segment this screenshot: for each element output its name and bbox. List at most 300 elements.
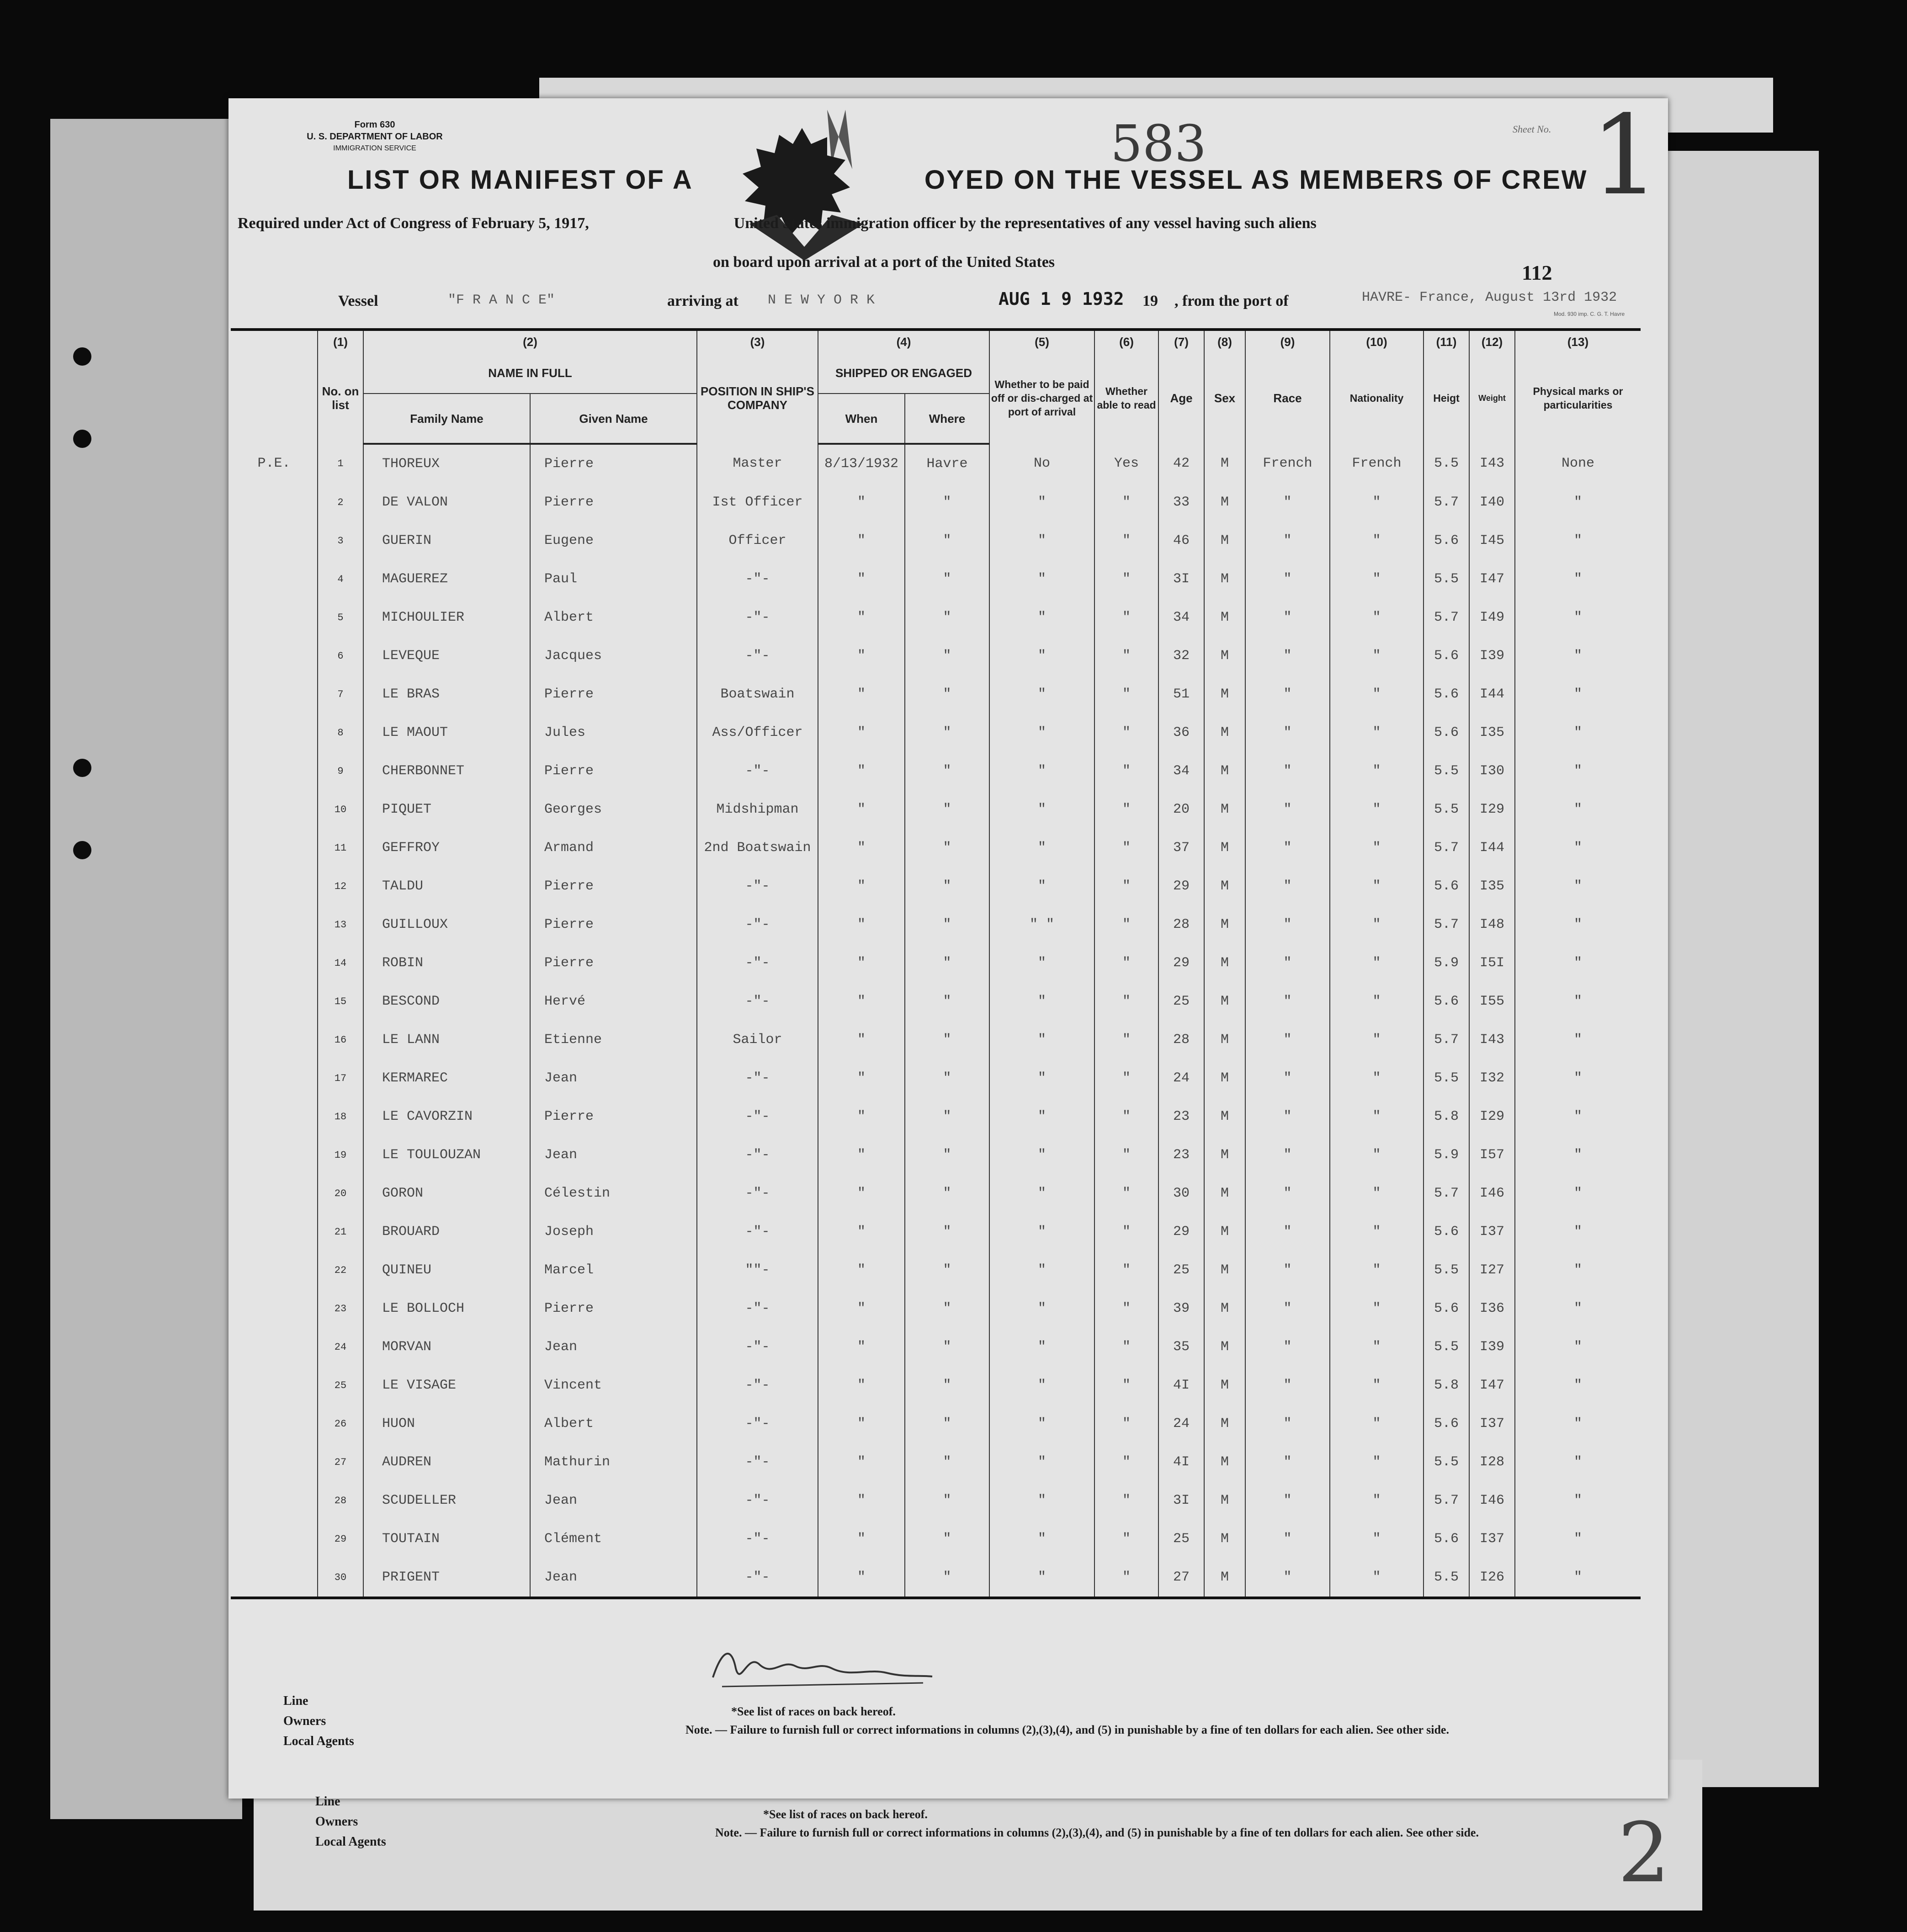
header-physical-marks: Physical marks or particularities [1515, 352, 1641, 444]
cell-when: " [818, 1366, 905, 1405]
department-name: U. S. DEPARTMENT OF LABOR [307, 132, 443, 142]
cell-given: Marcel [530, 1251, 697, 1289]
cell-position: -"- [697, 560, 818, 598]
cell-family: MAGUEREZ [363, 560, 530, 598]
binder-hole [73, 759, 91, 777]
cell-where: " [905, 1174, 989, 1213]
footer-note: Note. — Failure to furnish full or correct informations in columns (2),(3),(4), and (5) in punishable by a fine of ten dollars for each alien. See other side. [685, 1723, 1449, 1736]
cell-height: 5.7 [1424, 829, 1469, 867]
cell-marker [231, 522, 318, 560]
cell-height: 5.5 [1424, 1328, 1469, 1366]
header-when: When [818, 394, 905, 444]
cell-race: " [1245, 1251, 1330, 1289]
cell-paid: " [989, 867, 1094, 905]
cell-where: " [905, 675, 989, 713]
cell-marks: " [1515, 1136, 1641, 1174]
cell-marker [231, 1443, 318, 1481]
col-3-number: (3) [697, 330, 818, 352]
cell-when: " [818, 483, 905, 522]
cell-race: " [1245, 1366, 1330, 1405]
cell-weight: I28 [1469, 1443, 1515, 1481]
footer-line-label: Line [315, 1794, 340, 1809]
sheet-label: Sheet No. [1513, 123, 1551, 135]
cell-given: Armand [530, 829, 697, 867]
table-row [231, 1405, 1641, 1443]
cell-given: Pierre [530, 905, 697, 944]
cell-marks: " [1515, 829, 1641, 867]
cell-family: GUERIN [363, 522, 530, 560]
cell-position: Ist Officer [697, 483, 818, 522]
cell-position: -"- [697, 1405, 818, 1443]
cell-race: " [1245, 1405, 1330, 1443]
from-port: HAVRE- France, August 13rd 1932 [1362, 290, 1617, 305]
footer-agents-label: Local Agents [283, 1734, 354, 1748]
cell-sex: M [1204, 675, 1245, 713]
cell-given: Pierre [530, 752, 697, 790]
cell-height: 5.6 [1424, 1213, 1469, 1251]
cell-when: " [818, 675, 905, 713]
cell-nat: " [1330, 1366, 1424, 1405]
cell-read: " [1094, 944, 1158, 982]
cell-nat: " [1330, 1213, 1424, 1251]
cell-no: 5 [318, 598, 363, 637]
table-row [231, 752, 1641, 790]
cell-when: " [818, 790, 905, 829]
cell-marker [231, 1059, 318, 1097]
table-row [231, 1289, 1641, 1328]
cell-race: " [1245, 1289, 1330, 1328]
cell-no: 25 [318, 1366, 363, 1405]
cell-nat: " [1330, 1097, 1424, 1136]
cell-nat: " [1330, 1136, 1424, 1174]
cell-race: " [1245, 1328, 1330, 1366]
cell-when: " [818, 1289, 905, 1328]
table-row [231, 790, 1641, 829]
cell-family: DE VALON [363, 483, 530, 522]
cell-nat: " [1330, 1328, 1424, 1366]
cell-read: " [1094, 752, 1158, 790]
page-title [347, 165, 1588, 195]
col-8-number: (8) [1204, 330, 1245, 352]
cell-race: " [1245, 1174, 1330, 1213]
cell-no: 18 [318, 1097, 363, 1136]
cell-position: -"- [697, 1059, 818, 1097]
cell-age: 29 [1158, 944, 1204, 982]
cell-where: " [905, 1443, 989, 1481]
cell-height: 5.6 [1424, 1520, 1469, 1558]
cell-given: Célestin [530, 1174, 697, 1213]
cell-marker [231, 790, 318, 829]
cell-given: Albert [530, 1405, 697, 1443]
cell-given: Pierre [530, 944, 697, 982]
cell-when: " [818, 1251, 905, 1289]
cell-weight: I44 [1469, 675, 1515, 713]
cell-age: 34 [1158, 752, 1204, 790]
cell-sex: M [1204, 1059, 1245, 1097]
cell-height: 5.6 [1424, 867, 1469, 905]
cell-no: 19 [318, 1136, 363, 1174]
cell-paid: " [989, 1021, 1094, 1059]
cell-where: " [905, 1366, 989, 1405]
cell-family: AUDREN [363, 1443, 530, 1481]
table-row [231, 1097, 1641, 1136]
underlying-sheet-left [50, 119, 242, 1819]
header-given-name: Given Name [530, 394, 697, 444]
cell-weight: I44 [1469, 829, 1515, 867]
table-row [231, 1366, 1641, 1405]
cell-sex: M [1204, 829, 1245, 867]
cell-weight: I40 [1469, 483, 1515, 522]
title-part-b: OYED ON THE VESSEL AS MEMBERS OF CREW [924, 165, 1588, 195]
table-row [231, 982, 1641, 1021]
form-header [256, 119, 494, 154]
cell-weight: I30 [1469, 752, 1515, 790]
cell-marker [231, 905, 318, 944]
cell-family: GEFFROY [363, 829, 530, 867]
cell-given: Joseph [530, 1213, 697, 1251]
cell-given: Etienne [530, 1021, 697, 1059]
cell-when: " [818, 1213, 905, 1251]
cell-family: BROUARD [363, 1213, 530, 1251]
footer-owners-label: Owners [283, 1714, 326, 1728]
cell-where: " [905, 598, 989, 637]
cell-read: " [1094, 713, 1158, 752]
cell-given: Jean [530, 1328, 697, 1366]
cell-height: 5.7 [1424, 905, 1469, 944]
cell-sex: M [1204, 483, 1245, 522]
print-mark: Mod. 930 imp. C. G. T. Havre [1554, 311, 1625, 317]
cell-family: PIQUET [363, 790, 530, 829]
cell-where: " [905, 1021, 989, 1059]
vessel-label: Vessel [338, 293, 378, 309]
table-row [231, 944, 1641, 982]
cell-race: " [1245, 1443, 1330, 1481]
cell-nat: " [1330, 713, 1424, 752]
table-row [231, 1558, 1641, 1598]
cell-age: 4I [1158, 1366, 1204, 1405]
cell-no: 3 [318, 522, 363, 560]
cell-marker [231, 982, 318, 1021]
cell-given: Pierre [530, 867, 697, 905]
cell-height: 5.7 [1424, 483, 1469, 522]
cell-position: -"- [697, 1443, 818, 1481]
cell-race: " [1245, 675, 1330, 713]
col-13-number: (13) [1515, 330, 1641, 352]
cell-nat: " [1330, 560, 1424, 598]
cell-position: -"- [697, 1366, 818, 1405]
cell-marks: " [1515, 522, 1641, 560]
cell-position: -"- [697, 1328, 818, 1366]
cell-read: " [1094, 1097, 1158, 1136]
cell-age: 29 [1158, 1213, 1204, 1251]
cell-when: " [818, 1520, 905, 1558]
cell-sex: M [1204, 522, 1245, 560]
cell-paid: " [989, 675, 1094, 713]
header-race: Race [1245, 352, 1330, 444]
cell-sex: M [1204, 444, 1245, 483]
cell-marker [231, 560, 318, 598]
cell-read: " [1094, 1366, 1158, 1405]
cell-weight: I55 [1469, 982, 1515, 1021]
header-nationality: Nationality [1330, 352, 1424, 444]
cell-where: " [905, 829, 989, 867]
table-row [231, 1251, 1641, 1289]
cell-height: 5.6 [1424, 1405, 1469, 1443]
binder-hole [73, 430, 91, 448]
cell-marks: " [1515, 483, 1641, 522]
required-text-a: Required under Act of Congress of February 5, 1917, [238, 215, 589, 232]
cell-family: LE BRAS [363, 675, 530, 713]
cell-no: 12 [318, 867, 363, 905]
cell-nat: " [1330, 790, 1424, 829]
cell-marker [231, 1097, 318, 1136]
cell-weight: I57 [1469, 1136, 1515, 1174]
cell-when: " [818, 1174, 905, 1213]
cell-nat: " [1330, 1174, 1424, 1213]
cell-position: -"- [697, 1481, 818, 1520]
cell-nat: " [1330, 1520, 1424, 1558]
cell-nat: " [1330, 1059, 1424, 1097]
cell-marks: " [1515, 1481, 1641, 1520]
cell-when: " [818, 1021, 905, 1059]
cell-race: " [1245, 829, 1330, 867]
cell-paid: " [989, 1136, 1094, 1174]
cell-position: -"- [697, 1520, 818, 1558]
table-row [231, 867, 1641, 905]
col-5-number: (5) [989, 330, 1094, 352]
cell-nat: " [1330, 598, 1424, 637]
vessel-name: "F R A N C E" [448, 293, 555, 308]
cell-sex: M [1204, 1481, 1245, 1520]
cell-position: -"- [697, 1289, 818, 1328]
cell-marks: " [1515, 675, 1641, 713]
cell-position: -"- [697, 867, 818, 905]
table-row [231, 829, 1641, 867]
cell-given: Jean [530, 1136, 697, 1174]
cell-race: " [1245, 1021, 1330, 1059]
footer-line-label: Line [283, 1694, 308, 1708]
cell-marker [231, 598, 318, 637]
col-11-number: (11) [1424, 330, 1469, 352]
cell-paid: " [989, 1443, 1094, 1481]
cell-where: Havre [905, 444, 989, 483]
cell-age: 37 [1158, 829, 1204, 867]
cell-marker [231, 483, 318, 522]
cell-age: 4I [1158, 1443, 1204, 1481]
cell-family: KERMAREC [363, 1059, 530, 1097]
cell-weight: I46 [1469, 1174, 1515, 1213]
cell-paid: " [989, 1174, 1094, 1213]
table-row [231, 1213, 1641, 1251]
cell-marks: " [1515, 1405, 1641, 1443]
cell-family: LE CAVORZIN [363, 1097, 530, 1136]
cell-position: -"- [697, 982, 818, 1021]
cell-given: Jacques [530, 637, 697, 675]
cell-weight: I37 [1469, 1213, 1515, 1251]
cell-read: " [1094, 1558, 1158, 1598]
cell-paid: " [989, 598, 1094, 637]
cell-no: 9 [318, 752, 363, 790]
cell-marks: " [1515, 982, 1641, 1021]
cell-nat: " [1330, 1021, 1424, 1059]
cell-height: 5.7 [1424, 1174, 1469, 1213]
cell-position: -"- [697, 637, 818, 675]
cell-race: " [1245, 1059, 1330, 1097]
cell-sex: M [1204, 637, 1245, 675]
cell-marker [231, 1213, 318, 1251]
cell-marker [231, 713, 318, 752]
cell-age: 28 [1158, 1021, 1204, 1059]
cell-nat: " [1330, 867, 1424, 905]
cell-family: THOREUX [363, 444, 530, 483]
cell-height: 5.8 [1424, 1097, 1469, 1136]
cell-marks: " [1515, 1443, 1641, 1481]
cell-given: Pierre [530, 675, 697, 713]
cell-marks: " [1515, 1174, 1641, 1213]
cell-sex: M [1204, 1520, 1245, 1558]
cell-position: -"- [697, 598, 818, 637]
required-text-c: on board upon arrival at a port of the United States [713, 254, 1055, 271]
cell-read: " [1094, 1059, 1158, 1097]
cell-weight: I43 [1469, 1021, 1515, 1059]
col-12-number: (12) [1469, 330, 1515, 352]
cell-where: " [905, 1289, 989, 1328]
cell-sex: M [1204, 1443, 1245, 1481]
cell-family: GUILLOUX [363, 905, 530, 944]
cell-family: PRIGENT [363, 1558, 530, 1598]
table-row [231, 1328, 1641, 1366]
cell-position: -"- [697, 1136, 818, 1174]
col-6-number: (6) [1094, 330, 1158, 352]
cell-marks: " [1515, 1520, 1641, 1558]
cell-read: " [1094, 829, 1158, 867]
table-row [231, 675, 1641, 713]
cell-race: " [1245, 1213, 1330, 1251]
header-shipped: SHIPPED OR ENGAGED [818, 352, 989, 394]
cell-height: 5.9 [1424, 1136, 1469, 1174]
cell-height: 5.6 [1424, 637, 1469, 675]
cell-when: 8/13/1932 [818, 444, 905, 483]
table-row [231, 1136, 1641, 1174]
cell-weight: I35 [1469, 713, 1515, 752]
header-sex: Sex [1204, 352, 1245, 444]
sheet-number: 1 [1590, 91, 1660, 219]
cell-given: Eugene [530, 522, 697, 560]
cell-read: " [1094, 1174, 1158, 1213]
cell-sex: M [1204, 982, 1245, 1021]
cell-when: " [818, 829, 905, 867]
cell-weight: I27 [1469, 1251, 1515, 1289]
cell-given: Georges [530, 790, 697, 829]
cell-no: 20 [318, 1174, 363, 1213]
number-112: 112 [1522, 261, 1552, 284]
cell-nat: " [1330, 675, 1424, 713]
table-row [231, 1443, 1641, 1481]
cell-no: 26 [318, 1405, 363, 1443]
cell-nat: " [1330, 1443, 1424, 1481]
cell-given: Clément [530, 1520, 697, 1558]
cell-marker [231, 1328, 318, 1366]
cell-position: Ass/Officer [697, 713, 818, 752]
cell-height: 5.8 [1424, 1366, 1469, 1405]
cell-family: HUON [363, 1405, 530, 1443]
cell-family: CHERBONNET [363, 752, 530, 790]
cell-race: " [1245, 483, 1330, 522]
cell-position: Boatswain [697, 675, 818, 713]
cell-read: " [1094, 790, 1158, 829]
col-1-number: (1) [318, 330, 363, 352]
cell-family: GORON [363, 1174, 530, 1213]
cell-family: MORVAN [363, 1328, 530, 1366]
cell-paid: " [989, 522, 1094, 560]
cell-given: Pierre [530, 444, 697, 483]
cell-marks: " [1515, 1021, 1641, 1059]
cell-marks: " [1515, 1366, 1641, 1405]
cell-marks: " [1515, 944, 1641, 982]
cell-marker [231, 1481, 318, 1520]
arriving-label: arriving at [667, 293, 738, 309]
cell-race: " [1245, 1558, 1330, 1598]
cell-position: ""- [697, 1251, 818, 1289]
cell-position: -"- [697, 1558, 818, 1598]
cell-sex: M [1204, 1328, 1245, 1366]
cell-weight: I35 [1469, 867, 1515, 905]
cell-no: 14 [318, 944, 363, 982]
cell-position: -"- [697, 944, 818, 982]
cell-when: " [818, 713, 905, 752]
cell-position: -"- [697, 1174, 818, 1213]
table-row [231, 444, 1641, 483]
cell-weight: I48 [1469, 905, 1515, 944]
cell-where: " [905, 637, 989, 675]
cell-height: 5.5 [1424, 752, 1469, 790]
cell-marker: P.E. [257, 456, 291, 471]
from-label: , from the port of [1174, 293, 1289, 309]
cell-where: " [905, 1136, 989, 1174]
cell-paid: No [989, 444, 1094, 483]
cell-nat: " [1330, 982, 1424, 1021]
cell-marker [231, 637, 318, 675]
cell-family: LE VISAGE [363, 1366, 530, 1405]
cell-nat: " [1330, 637, 1424, 675]
cell-age: 3I [1158, 1481, 1204, 1520]
cell-age: 24 [1158, 1059, 1204, 1097]
cell-read: " [1094, 483, 1158, 522]
cell-marks: " [1515, 752, 1641, 790]
cell-height: 5.6 [1424, 675, 1469, 713]
binder-hole [73, 347, 91, 366]
cell-where: " [905, 1097, 989, 1136]
cell-position: 2nd Boatswain [697, 829, 818, 867]
cell-when: " [818, 944, 905, 982]
cell-no: 10 [318, 790, 363, 829]
cell-race: " [1245, 1097, 1330, 1136]
cell-read: " [1094, 1251, 1158, 1289]
cell-marker [231, 1289, 318, 1328]
cell-where: " [905, 713, 989, 752]
cell-sex: M [1204, 1405, 1245, 1443]
col-7-number: (7) [1158, 330, 1204, 352]
cell-family: MICHOULIER [363, 598, 530, 637]
col-2-number: (2) [363, 330, 697, 352]
cell-read: " [1094, 905, 1158, 944]
cell-paid: " " [989, 905, 1094, 944]
footer-fields [283, 1691, 354, 1751]
cell-age: 36 [1158, 713, 1204, 752]
cell-race: " [1245, 944, 1330, 982]
cell-race: " [1245, 752, 1330, 790]
lower-footer-fields [315, 1792, 386, 1852]
